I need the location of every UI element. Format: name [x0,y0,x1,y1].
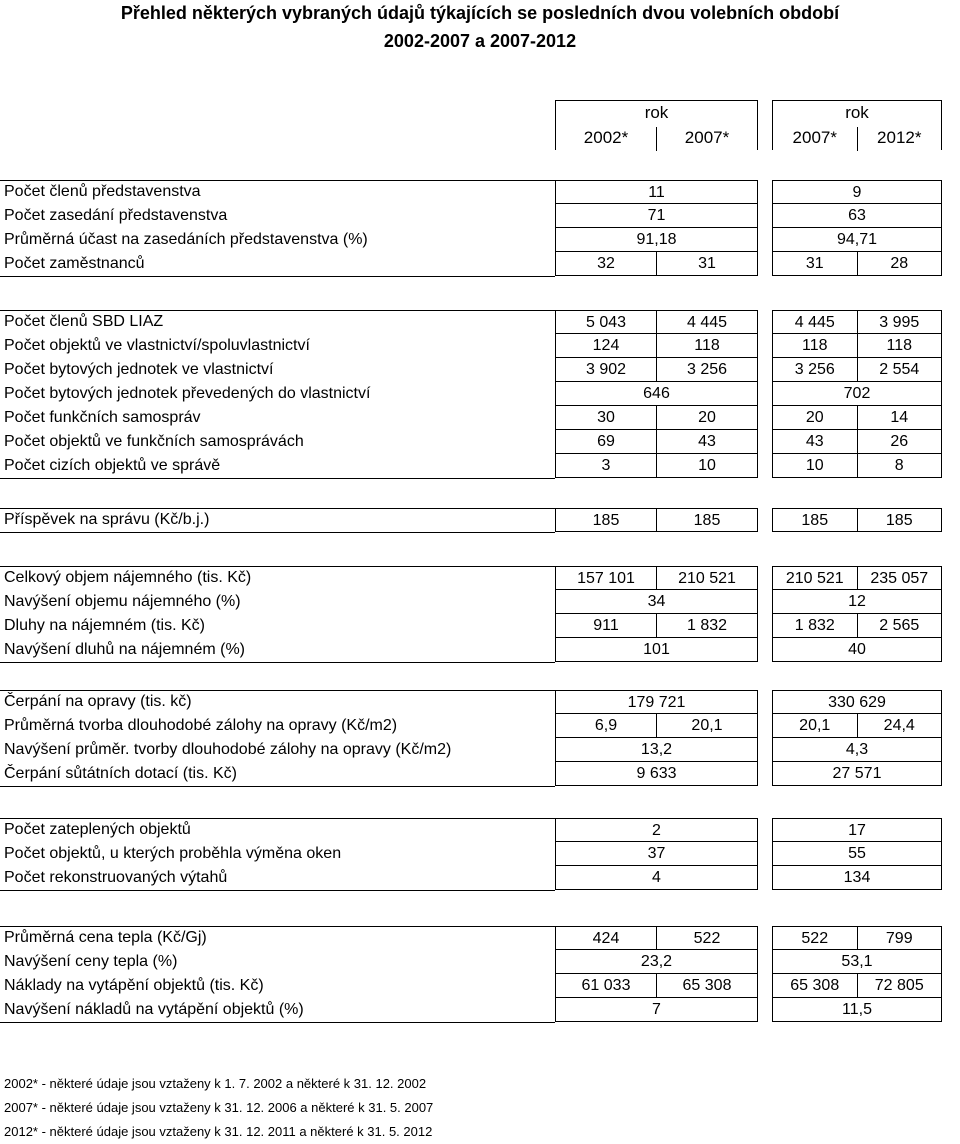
right-period-cell [772,714,942,738]
cell-value: 101 [643,641,670,658]
table-row [0,590,960,614]
table-group [0,310,960,478]
table-group [0,926,960,1022]
left-period-cell [555,252,758,276]
cell-value: 8 [857,454,942,477]
header-right-label: rok [845,103,869,122]
table-group [0,690,960,786]
cell-value: 185 [592,512,620,529]
table-row [0,738,960,762]
table-row [0,454,960,478]
cell-value: 10 [656,454,757,477]
row-label: Čerpání na opravy (tis. kč) [4,693,192,710]
cell-value: 118 [857,334,942,357]
cell-value: 55 [848,845,866,862]
right-period-cell [772,310,942,334]
footnote: 2007* - některé údaje jsou vztaženy k 31. 12. 2006 a některé k 31. 5. 2007 [4,1100,434,1115]
cell-value: 24,4 [857,714,942,737]
cell-value: 91,18 [636,231,677,248]
cell-value: 4 445 [656,311,757,333]
cell-value: 124 [592,337,620,354]
left-period-cell [555,590,758,614]
left-period-cell [555,310,758,334]
cell-value: 65 308 [790,977,840,994]
cell-value: 185 [801,512,829,529]
cell-value: 1 832 [794,617,835,634]
header-year-2002: 2002* [583,128,629,147]
cell-value: 20 [656,406,757,429]
row-label: Navýšení průměr. tvorby dlouhodobé zálohy na opravy (Kč/m2) [4,741,452,758]
cell-value: 27 571 [832,765,882,782]
header-year-2007b: 2007* [792,128,837,147]
left-period-cell [555,842,758,866]
row-label: Průměrná tvorba dlouhodobé zálohy na opravy (Kč/m2) [4,717,398,734]
cell-value: 34 [647,593,666,610]
cell-value: 43 [805,433,824,450]
cell-value: 10 [805,457,824,474]
table-row [0,430,960,454]
right-period-cell [772,382,942,406]
table-group [0,818,960,890]
cell-value: 43 [656,430,757,453]
cell-value: 11,5 [842,1001,872,1018]
cell-value: 702 [843,385,871,402]
cell-value: 63 [848,207,866,224]
header-right-period [772,100,942,150]
row-label: Čerpání sůtátních dotací (tis. Kč) [4,765,237,782]
left-period-cell [555,950,758,974]
right-period-cell [772,926,942,950]
cell-value: 17 [848,822,866,839]
table-group [0,180,960,276]
row-label: Navýšení nákladů na vytápění objektů (%) [4,1001,304,1018]
row-label: Počet objektů ve funkčních samosprávách [4,433,304,450]
left-period-cell [555,738,758,762]
page-subtitle: 2002-2007 a 2007-2012 [383,31,577,51]
cell-value: 179 721 [627,694,686,711]
right-period-cell [772,508,942,532]
right-period-cell [772,762,942,786]
cell-value: 32 [597,255,615,272]
right-period-cell [772,334,942,358]
row-label: Počet bytových jednotek převedených do vlastnictví [4,385,371,402]
cell-value: 14 [857,406,942,429]
cell-value: 157 101 [577,570,635,587]
cell-value: 11 [648,184,665,201]
cell-value: 799 [857,927,942,949]
cell-value: 94,71 [836,231,878,248]
cell-value: 3 [601,457,611,474]
header-year-2012: 2012* [857,127,942,151]
cell-value: 20,1 [656,714,757,737]
left-period-cell [555,818,758,842]
right-period-cell [772,818,942,842]
left-period-cell [555,614,758,638]
left-period-cell [555,358,758,382]
cell-value: 118 [656,334,757,357]
row-label: Počet objektů ve vlastnictví/spoluvlastnictví [4,337,310,354]
page-title: Přehled některých vybraných údajů týkajících se posledních dvou volebních období [120,3,840,23]
table-group [0,566,960,662]
cell-value: 72 805 [857,974,942,997]
table-row [0,382,960,406]
table-row [0,818,960,842]
right-period-cell [772,998,942,1022]
row-label: Celkový objem nájemného (tis. Kč) [4,569,252,586]
cell-value: 37 [647,845,666,862]
cell-value: 31 [805,255,824,272]
header-left-label: rok [644,103,669,122]
row-label: Dluhy na nájemném (tis. Kč) [4,617,205,634]
table-row [0,926,960,950]
cell-value: 3 256 [794,361,835,378]
left-period-cell [555,714,758,738]
cell-value: 13,2 [640,741,673,758]
left-period-cell [555,998,758,1022]
right-period-cell [772,638,942,662]
right-period-cell [772,252,942,276]
table-row [0,406,960,430]
cell-value: 3 256 [656,358,757,381]
row-label: Počet rekonstruovaných výtahů [4,869,228,886]
left-period-cell [555,974,758,998]
cell-value: 1 832 [656,614,757,637]
right-period-cell [772,204,942,228]
table-row [0,508,960,532]
row-label: Náklady na vytápění objektů (tis. Kč) [4,977,264,994]
cell-value: 9 633 [636,765,677,782]
right-period-cell [772,228,942,252]
right-period-cell [772,566,942,590]
table-row [0,998,960,1022]
cell-value: 185 [857,509,942,531]
cell-value: 5 043 [585,314,627,331]
cell-value: 646 [643,385,670,402]
cell-value: 2 565 [857,614,942,637]
cell-value: 40 [848,641,866,658]
left-period-cell [555,690,758,714]
table-row [0,566,960,590]
table-row [0,638,960,662]
left-period-cell [555,430,758,454]
row-label: Navýšení ceny tepla (%) [4,953,178,970]
table-row [0,334,960,358]
cell-value: 23,2 [640,953,673,970]
header-left-period [555,100,758,150]
row-label: Průměrná cena tepla (Kč/Gj) [4,929,207,946]
right-period-cell [772,950,942,974]
table-row [0,866,960,890]
left-period-cell [555,382,758,406]
table-row [0,950,960,974]
right-period-cell [772,430,942,454]
table-row [0,204,960,228]
footnote: 2012* - některé údaje jsou vztaženy k 31. 12. 2011 a některé k 31. 5. 2012 [4,1124,433,1139]
row-label: Počet zaměstnanců [4,255,145,272]
table-row [0,714,960,738]
right-period-cell [772,974,942,998]
cell-value: 20,1 [799,717,831,734]
right-period-cell [772,590,942,614]
row-label: Počet zateplených objektů [4,821,191,838]
cell-value: 911 [593,617,619,634]
cell-value: 71 [647,207,666,224]
table-row [0,842,960,866]
table-row [0,762,960,786]
left-period-cell [555,866,758,890]
row-label: Navýšení dluhů na nájemném (%) [4,641,246,658]
right-period-cell [772,690,942,714]
table-row [0,690,960,714]
row-label: Počet cizích objektů ve správě [4,457,221,474]
cell-value: 20 [805,409,824,426]
cell-value: 4 445 [794,314,835,331]
left-period-cell [555,228,758,252]
table-row [0,252,960,276]
table-row [0,974,960,998]
row-label: Počet funkčních samospráv [4,409,201,426]
right-period-cell [772,614,942,638]
table-row [0,310,960,334]
cell-value: 69 [597,433,615,450]
cell-value: 3 902 [585,361,627,378]
table-row [0,614,960,638]
left-period-cell [555,638,758,662]
left-period-cell [555,204,758,228]
cell-value: 28 [857,252,942,275]
cell-value: 2 [652,822,661,839]
right-period-cell [772,866,942,890]
left-period-cell [555,926,758,950]
row-label: Počet členů SBD LIAZ [4,313,164,330]
right-period-cell [772,738,942,762]
cell-value: 235 057 [857,567,942,589]
table-row [0,180,960,204]
right-period-cell [772,180,942,204]
row-label: Navýšení objemu nájemného (%) [4,593,241,610]
cell-value: 522 [656,927,757,949]
cell-value: 7 [652,1001,661,1018]
table-row [0,358,960,382]
cell-value: 26 [857,430,942,453]
cell-value: 210 521 [656,567,757,589]
row-label: Průměrná účast na zasedáních představenstva (%) [4,231,368,248]
left-period-cell [555,406,758,430]
footnote: 2002* - některé údaje jsou vztaženy k 1. 7. 2002 a některé k 31. 12. 2002 [4,1076,427,1091]
cell-value: 30 [597,409,615,426]
cell-value: 61 033 [581,977,631,994]
cell-value: 6,9 [594,717,618,734]
footnotes [4,1072,433,1144]
row-label: Počet bytových jednotek ve vlastnictví [4,361,274,378]
left-period-cell [555,180,758,204]
left-period-cell [555,454,758,478]
cell-value: 12 [848,593,866,610]
cell-value: 118 [801,337,828,354]
table-row [0,228,960,252]
cell-value: 185 [656,509,757,531]
cell-value: 4 [652,869,661,886]
row-label: Počet objektů, u kterých proběhla výměna oken [4,845,342,862]
right-period-cell [772,406,942,430]
cell-value: 3 995 [857,311,942,333]
left-period-cell [555,334,758,358]
right-period-cell [772,358,942,382]
right-period-cell [772,454,942,478]
cell-value: 4,3 [845,741,869,758]
cell-value: 53,1 [841,953,873,970]
cell-value: 2 554 [857,358,942,381]
left-period-cell [555,762,758,786]
table-group [0,508,960,532]
cell-value: 134 [843,869,871,886]
header-year-2007a: 2007* [656,127,757,151]
row-label: Příspěvek na správu (Kč/b.j.) [4,511,210,528]
cell-value: 65 308 [656,974,757,997]
left-period-cell [555,566,758,590]
cell-value: 210 521 [785,570,844,587]
cell-value: 522 [801,930,829,947]
cell-value: 9 [852,184,862,201]
right-period-cell [772,842,942,866]
row-label: Počet členů představenstva [4,183,201,200]
left-period-cell [555,508,758,532]
row-label: Počet zasedání představenstva [4,207,228,224]
cell-value: 31 [656,252,757,275]
cell-value: 330 629 [828,694,886,711]
cell-value: 424 [592,930,620,947]
